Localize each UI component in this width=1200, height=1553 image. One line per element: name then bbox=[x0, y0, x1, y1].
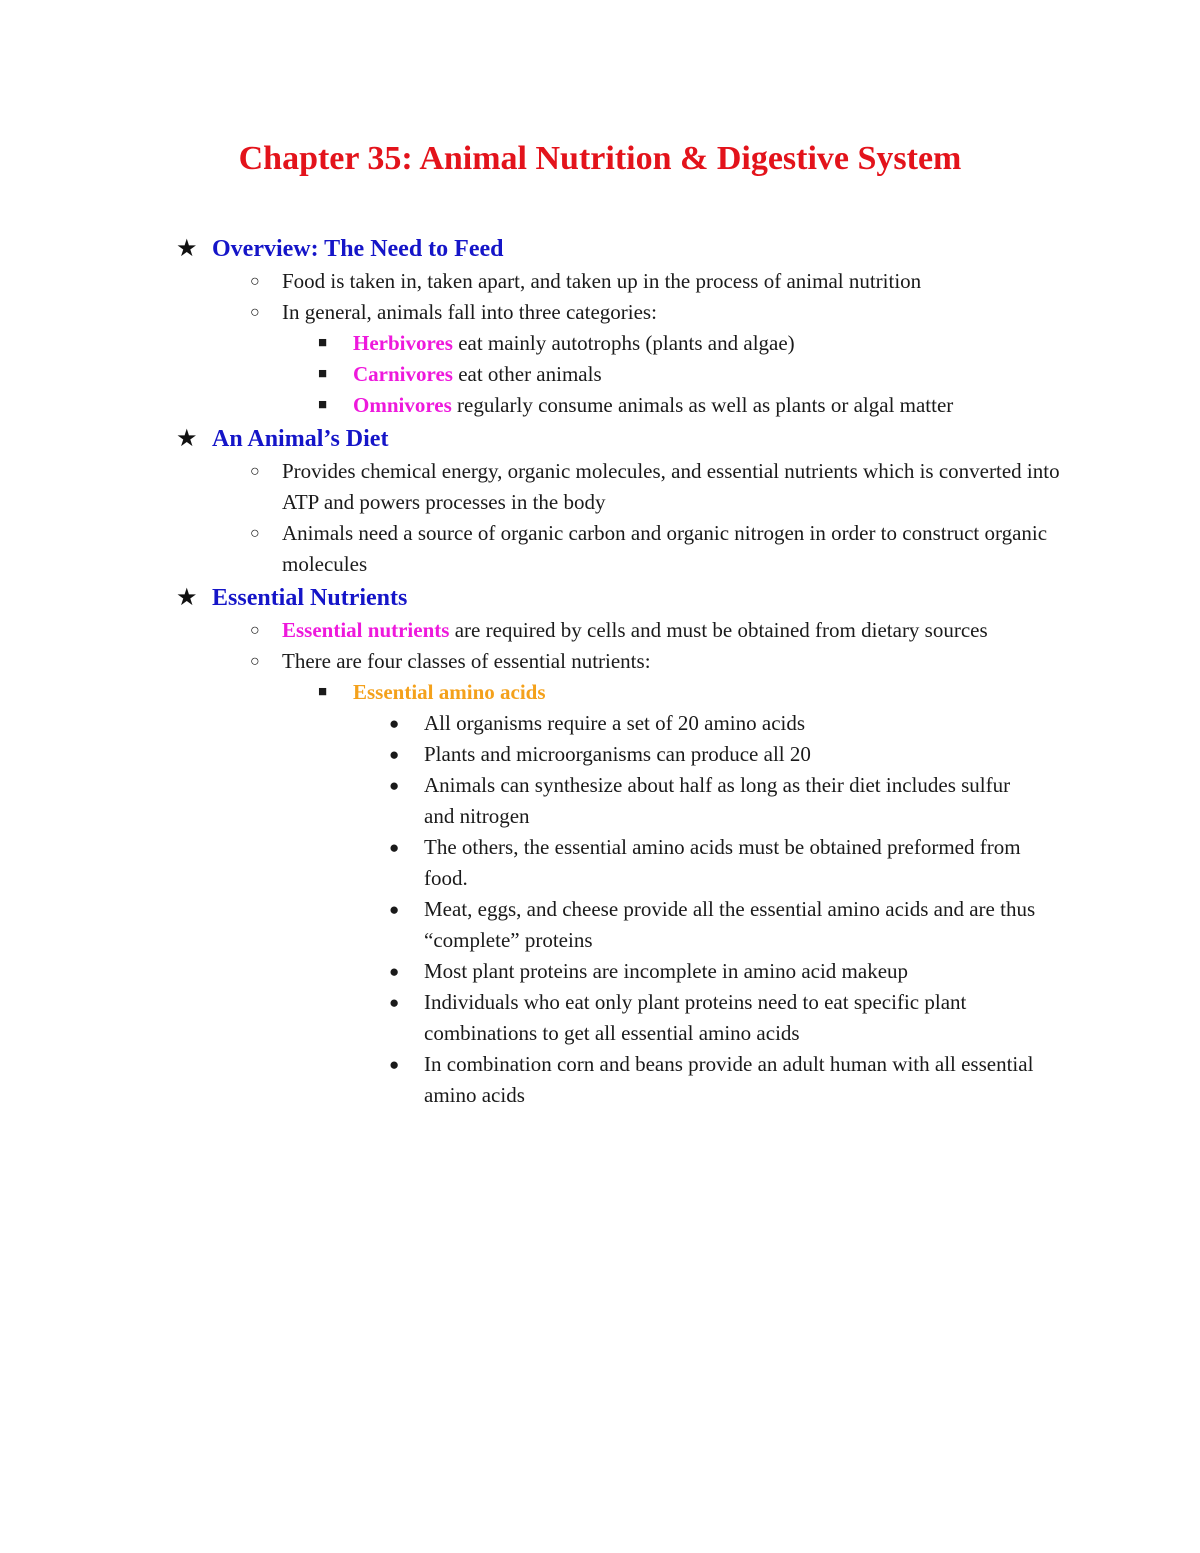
circle-bullet-icon: ○ bbox=[250, 622, 260, 639]
square-bullet-icon: ■ bbox=[318, 684, 328, 700]
circle-bullet-icon: ○ bbox=[250, 273, 260, 290]
list-item: ■ Carnivores eat other animals bbox=[176, 359, 1076, 390]
dot-bullet-icon: ● bbox=[389, 993, 400, 1012]
page-title: Chapter 35: Animal Nutrition & Digestive System bbox=[238, 140, 962, 177]
term-herbivores: Herbivores bbox=[353, 331, 453, 355]
circle-bullet-icon: ○ bbox=[250, 653, 260, 670]
outline bbox=[176, 233, 1076, 1111]
term-omnivores: Omnivores bbox=[353, 393, 452, 417]
list-item: ○ Animals need a source of organic carbon and organic nitrogen in order to construct organic molecules bbox=[176, 518, 1076, 580]
dot-bullet-icon: ● bbox=[389, 838, 400, 857]
dot-bullet-icon: ● bbox=[389, 776, 400, 795]
dot-bullet-icon: ● bbox=[389, 714, 400, 733]
dot-bullet-icon: ● bbox=[389, 962, 400, 981]
circle-bullet-icon: ○ bbox=[250, 525, 260, 542]
list-item: ● Animals can synthesize about half as long as their diet includes sulfur and nitrogen bbox=[176, 770, 1076, 832]
list-item: ○ There are four classes of essential nutrients: bbox=[176, 646, 1076, 677]
list-item: ● Individuals who eat only plant proteins need to eat specific plant combinations to get all essential amino acids bbox=[176, 987, 1076, 1049]
list-item: ■ Herbivores eat mainly autotrophs (plants and algae) bbox=[176, 328, 1076, 359]
section-heading-text: An Animal’s Diet bbox=[212, 426, 389, 452]
dot-bullet-icon: ● bbox=[389, 745, 400, 764]
square-bullet-icon: ■ bbox=[318, 335, 328, 351]
circle-bullet-icon: ○ bbox=[250, 304, 260, 321]
section-heading-text: Essential Nutrients bbox=[212, 585, 408, 611]
term-essential-nutrients: Essential nutrients bbox=[282, 618, 450, 642]
list-item: ● In combination corn and beans provide an adult human with all essential amino acids bbox=[176, 1049, 1076, 1111]
star-bullet-icon: ★ bbox=[176, 236, 198, 262]
list-item: ■ Omnivores regularly consume animals as well as plants or algal matter bbox=[176, 390, 1076, 421]
circle-bullet-icon: ○ bbox=[250, 463, 260, 480]
square-bullet-icon: ■ bbox=[318, 397, 328, 413]
section-heading-diet bbox=[176, 423, 1076, 456]
list-item: ○ Essential nutrients are required by cells and must be obtained from dietary sources bbox=[176, 615, 1076, 646]
term-essential-amino-acids: Essential amino acids bbox=[353, 680, 546, 704]
section-heading-essential-nutrients bbox=[176, 582, 1076, 615]
star-bullet-icon: ★ bbox=[176, 585, 198, 611]
star-bullet-icon: ★ bbox=[176, 426, 198, 452]
list-item: ● Most plant proteins are incomplete in amino acid makeup bbox=[176, 956, 1076, 987]
list-item: ● Meat, eggs, and cheese provide all the essential amino acids and are thus “complete” proteins bbox=[176, 894, 1076, 956]
term-carnivores: Carnivores bbox=[353, 362, 453, 386]
list-item: ● Plants and microorganisms can produce all 20 bbox=[176, 739, 1076, 770]
square-bullet-icon: ■ bbox=[318, 366, 328, 382]
dot-bullet-icon: ● bbox=[389, 1055, 400, 1074]
section-heading-text: Overview: The Need to Feed bbox=[212, 236, 504, 262]
list-item bbox=[176, 677, 1076, 708]
list-item: ○ In general, animals fall into three categories: bbox=[176, 297, 1076, 328]
section-heading-overview bbox=[176, 233, 1076, 266]
list-item: ● All organisms require a set of 20 amino acids bbox=[176, 708, 1076, 739]
list-item: ○ Food is taken in, taken apart, and taken up in the process of animal nutrition bbox=[176, 266, 1076, 297]
list-item: ○ Provides chemical energy, organic molecules, and essential nutrients which is converted into ATP and powers processes in the body bbox=[176, 456, 1076, 518]
list-item: ● The others, the essential amino acids must be obtained preformed from food. bbox=[176, 832, 1076, 894]
dot-bullet-icon: ● bbox=[389, 900, 400, 919]
